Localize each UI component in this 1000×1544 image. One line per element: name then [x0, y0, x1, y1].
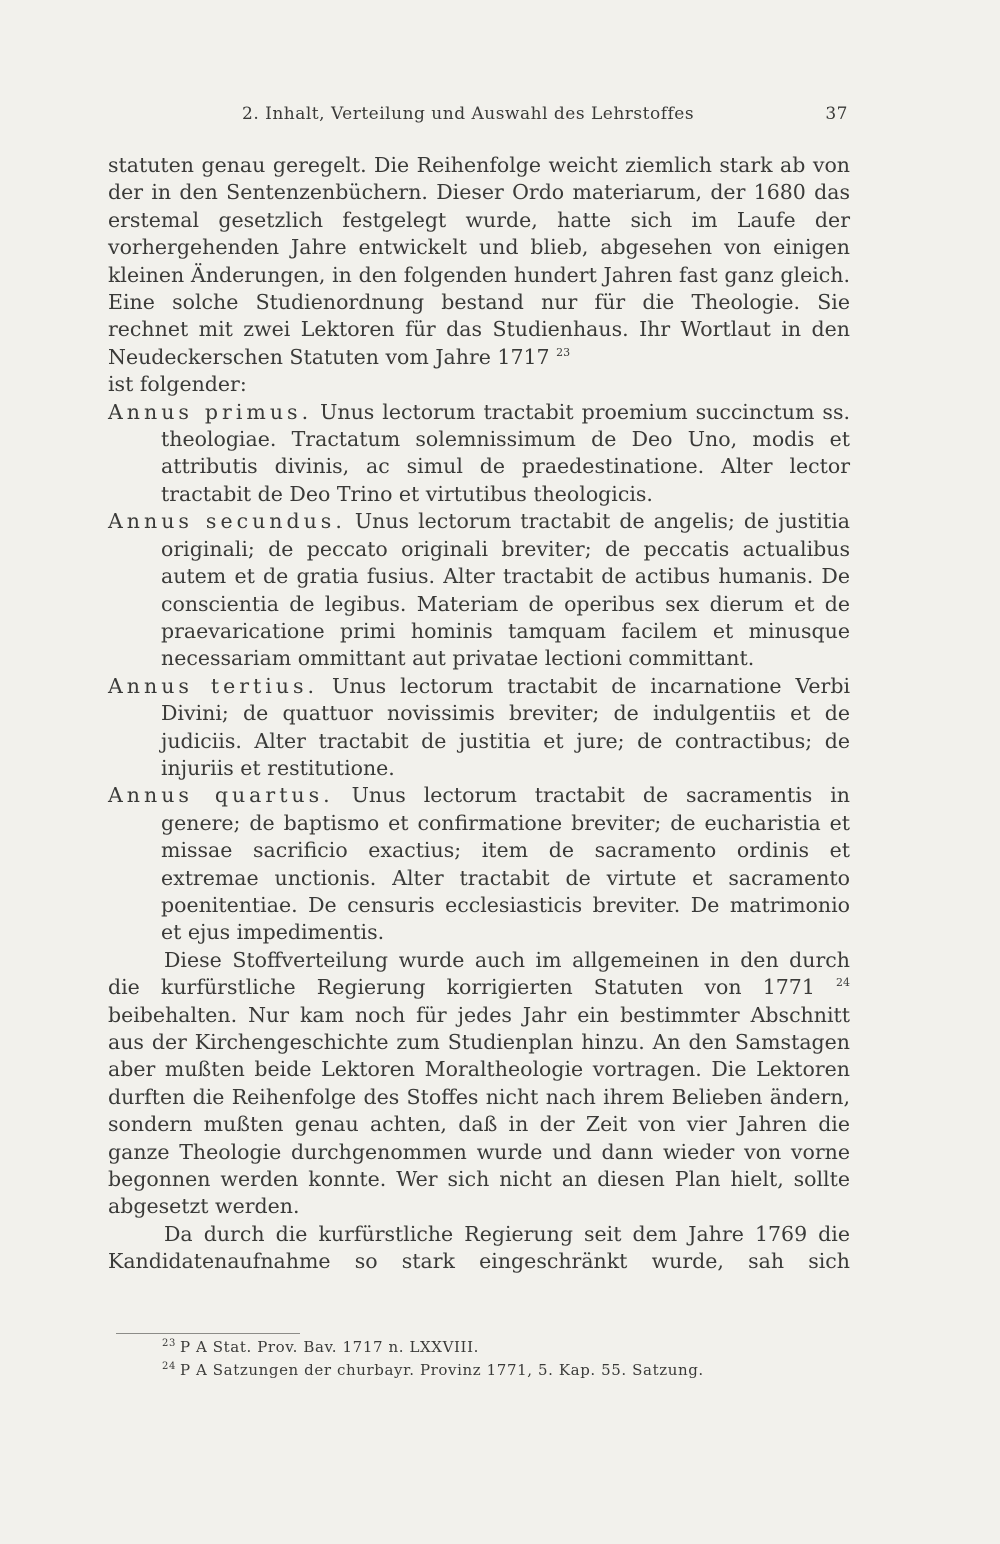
- footnote-23: [162, 1336, 850, 1359]
- paragraph-intro: [108, 152, 850, 399]
- page-number: 37: [825, 104, 848, 124]
- entry-annus-primus: [108, 399, 850, 509]
- entry-text: Unus lectorum tractabit de angelis; de justitia originali; de peccato originali breviter; de peccatis actualibus autem et de gratia fusius. Alter tractabit de actibus humanis. De conscientia de legibus. Materiam de operibus sex dierum et de praevaricatione primi hominis tamquam facilem et minusque necessariam ommittant aut privatae lectioni committant.: [161, 509, 850, 671]
- paragraph-intro-tail: ist folgender:: [108, 372, 247, 397]
- body-text: [108, 152, 850, 1276]
- entry-label: Annus primus.: [108, 399, 313, 424]
- paragraph-kandidaten: Da durch die kurfürstliche Regierung seit dem Jahre 1769 die Kandidatenaufnahme so stark eingeschränkt wurde, sah sich: [108, 1221, 850, 1274]
- footnotes: [162, 1336, 850, 1382]
- entry-annus-quartus: [108, 782, 850, 946]
- entry-label: Annus tertius.: [108, 673, 319, 698]
- entry-annus-secundus: [108, 508, 850, 672]
- footnote-mark: 23: [162, 1338, 176, 1349]
- paragraph-intro-text: statuten genau geregelt. Die Reihenfolge weicht ziemlich stark ab von der in den Sentenzenbüchern. Dieser Ordo materiarum, der 1680 das erstemal gesetzlich festgelegt wurde, hatte sich im Laufe der vorhergehenden Jahre entwickelt und blieb, abgesehen von einigen kleinen Änderungen, in den folgenden hundert Jahren fast ganz gleich. Eine solche Studienordnung bestand nur für die Theologie. Sie rechnet mit zwei Lektoren für das Studienhaus. Ihr Wortlaut in den Neudeckerschen Statuten vom Jahre 1717: [108, 153, 850, 369]
- running-header: [108, 104, 848, 128]
- entry-label: Annus secundus.: [108, 509, 346, 534]
- paragraph-stoffverteilung-b: beibehalten. Nur kam noch für jedes Jahr ein bestimmter Abschnitt aus der Kirchengeschichte zum Studienplan hinzu. An den Samstagen aber mußten beide Lektoren Moraltheologie vortragen. Die Lektoren durften die Reihenfolge des Stoffes nicht nach ihrem Belieben ändern, sondern mußten genau achten, daß in der Zeit von vier Jahren die ganze Theologie durchgenommen wurde und dann wieder von vorne begonnen werden konnte. Wer sich nicht an diesen Plan hielt, sollte abgesetzt werden.: [108, 1002, 850, 1219]
- footnote-text: P A Stat. Prov. Bav. 1717 n. LXXVIII.: [179, 1338, 479, 1356]
- paragraph-stoffverteilung: [108, 947, 850, 1221]
- entry-text: Unus lectorum tractabit proemium succinctum ss. theologiae. Tractatum solemnissimum de Deo Uno, modis et attributis divinis, ac simul de praedestinatione. Alter lector tractabit de Deo Trino et virtutibus theologicis.: [161, 399, 850, 506]
- entry-annus-tertius: [108, 673, 850, 783]
- footnote-mark: 24: [162, 1361, 176, 1372]
- footnote-24: [162, 1359, 850, 1382]
- entry-label: Annus quartus.: [108, 783, 334, 808]
- footnote-divider: [116, 1333, 300, 1334]
- footnote-ref-24: 24: [836, 976, 850, 990]
- footnote-text: P A Satzungen der churbayr. Provinz 1771, 5. Kap. 55. Satzung.: [179, 1361, 704, 1379]
- paragraph-stoffverteilung-a: Diese Stoffverteilung wurde auch im allgemeinen in den durch die kurfürstliche Regierung korrigierten Statuten von 1771: [108, 947, 850, 1000]
- entry-text: Unus lectorum tractabit de sacramentis in genere; de baptismo et confirmatione breviter; de eucharistia et missae sacrificio exactius; item de sacramento ordinis et extremae unctionis. Alter tractabit de virtute et sacramento poenitentiae. De censuris ecclesiasticis breviter. De matrimonio et ejus impedimentis.: [161, 783, 850, 945]
- header-title: 2. Inhalt, Verteilung und Auswahl des Lehrstoffes: [242, 104, 695, 124]
- entry-text: Unus lectorum tractabit de incarnatione Verbi Divini; de quattuor novissimis breviter; de indulgentiis et de judiciis. Alter tractabit de justitia et jure; de contractibus; de injuriis et restitutione.: [161, 673, 850, 780]
- footnote-ref-23: 23: [556, 345, 571, 359]
